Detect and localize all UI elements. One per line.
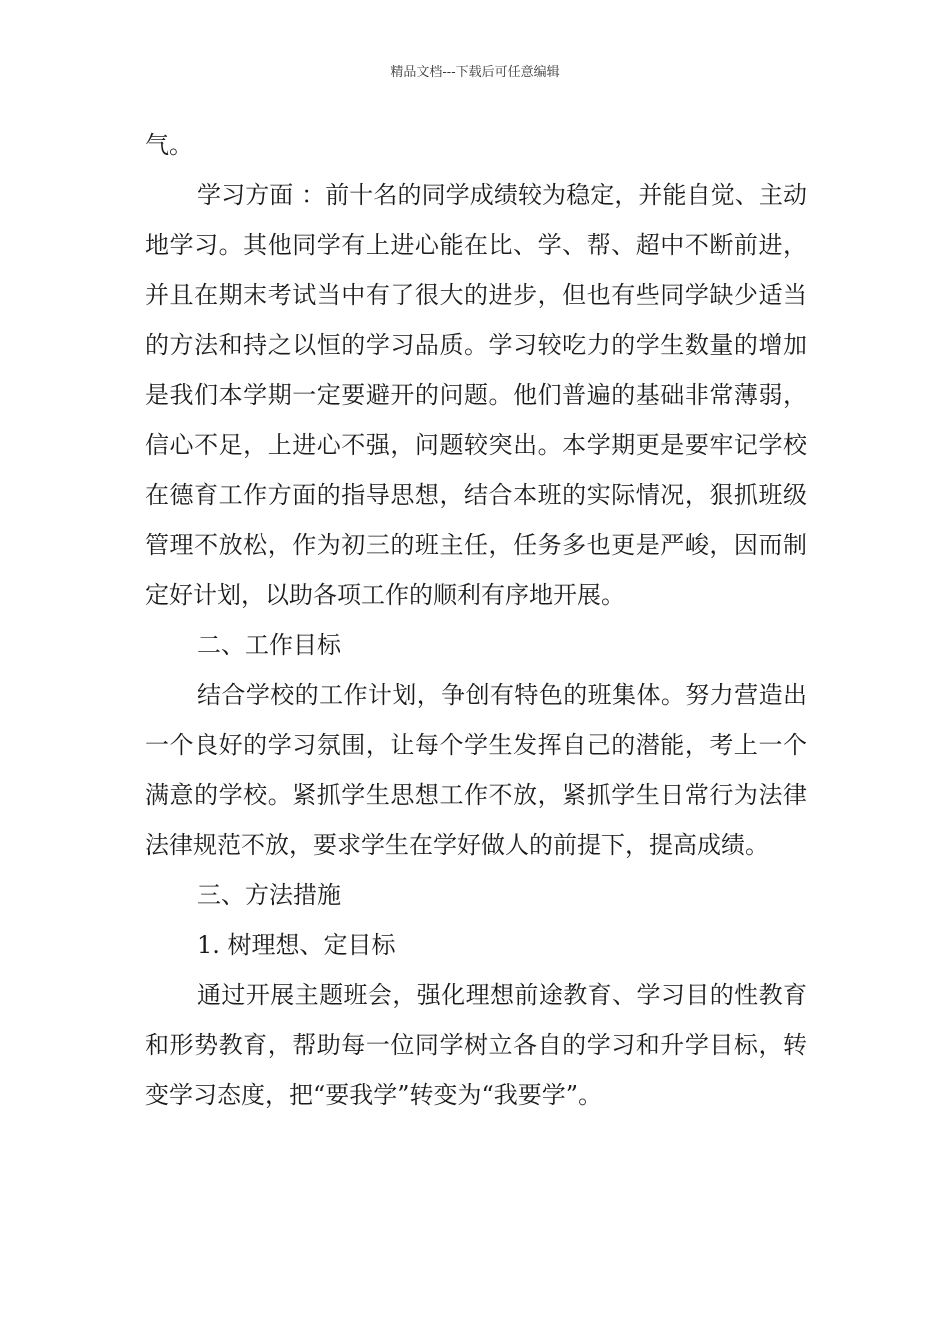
paragraph-work-goals: 结合学校的工作计划，争创有特色的班集体。努力营造出一个良好的学习氛围，让每个学生发挥自己的潜能，考上一个满意的学校。紧抓学生思想工作不放，紧抓学生日常行为法律法律规范不放，要求学生在学好做人的前提下，提高成绩。 [145, 681, 807, 859]
section-heading-methods: 三、方法措施 [197, 881, 341, 909]
subheading-ideals-goals: 1. 树理想、定目标 [197, 931, 396, 959]
page-header: 精品文档---下载后可任意编辑 [390, 65, 560, 80]
paragraph-continuation: 气。 [145, 131, 193, 159]
paragraph-ideals-goals: 通过开展主题班会，强化理想前途教育、学习目的性教育和形势教育，帮助每一位同学树立各自的学习和升学目标，转变学习态度，把“要我学”转变为“我要学”。 [145, 981, 807, 1109]
document-body [145, 120, 807, 1120]
paragraph-study-aspect: 学习方面 ：前十名的同学成绩较为稳定，并能自觉、主动地学习。其他同学有上进心能在比、学、帮、超中不断前进，并且在期末考试当中有了很大的进步，但也有些同学缺少适当的方法和持之以恒的学习品质。学习较吃力的学生数量的增加是我们本学期一定要避开的问题。他们普遍的基础非常薄弱，信心不足，上进心不强，问题较突出。本学期更是要牢记学校在德育工作方面的指导思想，结合本班的实际情况，狠抓班级管理不放松，作为初三的班主任，任务多也更是严峻，因而制定好计划，以助各项工作的顺利有序地开展。 [145, 181, 807, 609]
section-heading-work-goals: 二、工作目标 [197, 631, 341, 659]
